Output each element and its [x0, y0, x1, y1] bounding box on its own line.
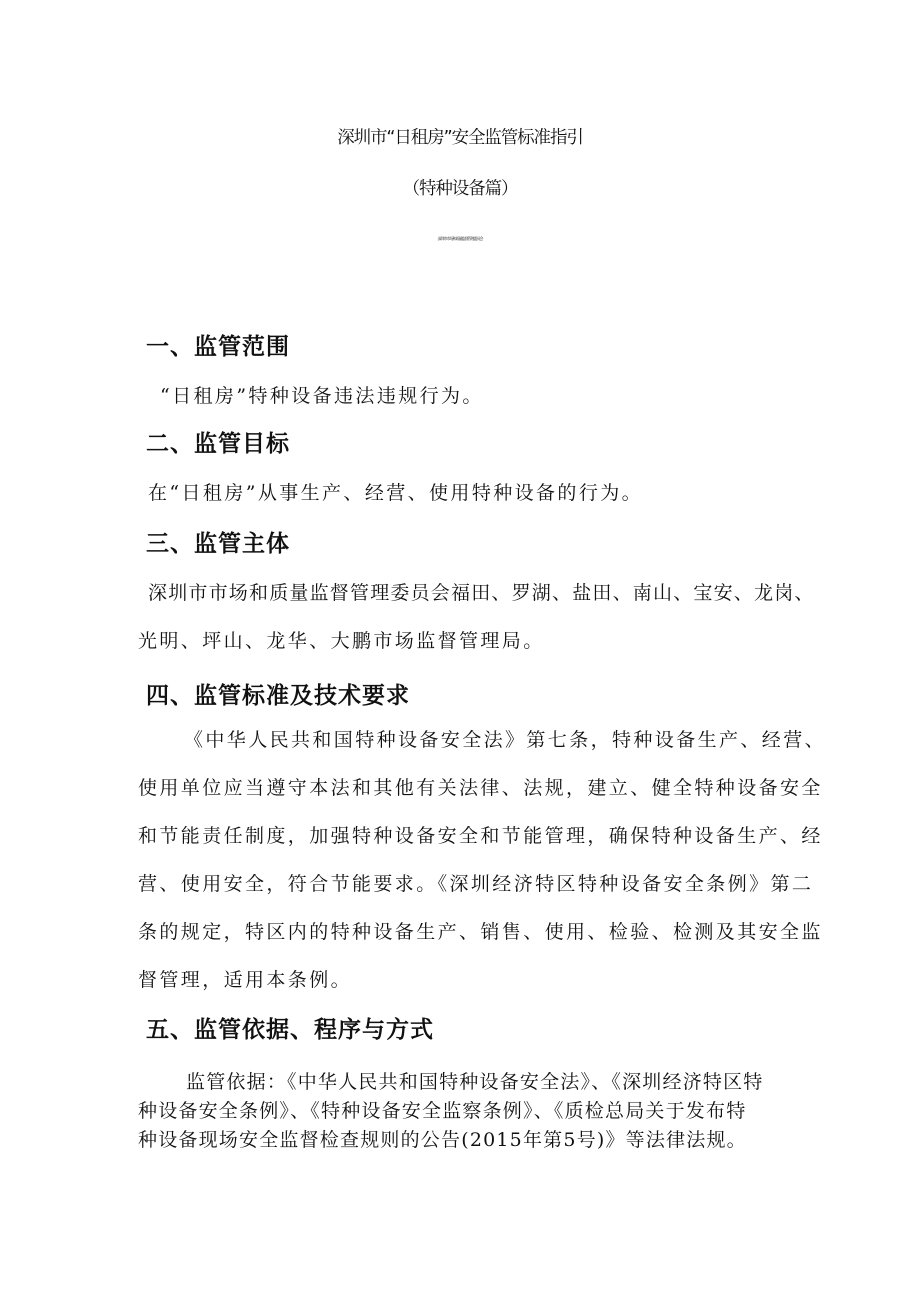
standards-text-line-5: 条的规定，特区内的特种设备生产、销售、使用、检验、检测及其安全监 [138, 921, 823, 943]
authority-text-line-2: 光明、坪山、龙华、大鹏市场监督管理局。 [138, 630, 545, 652]
basis-text-line-2: 种设备安全条例》、《特种设备安全监察条例》、《质检总局关于发布特 [138, 1100, 747, 1122]
standards-text-line-1: 《中华人民共和国特种设备安全法》第七条，特种设备生产、经营、 [184, 729, 827, 751]
section-heading-standards: 四、监管标准及技术要求 [146, 683, 410, 709]
document-title: 深圳市“日租房”安全监管标准指引 [337, 128, 583, 148]
section-heading-target: 二、监管目标 [146, 431, 290, 457]
authority-text-line-1: 深圳市市场和质量监督管理委员会福田、罗湖、盐田、南山、宝安、龙岗、 [148, 582, 815, 604]
section-heading-basis: 五、监管依据、程序与方式 [146, 1017, 434, 1043]
standards-text-line-6: 督管理，适用本条例。 [138, 969, 353, 991]
section-heading-scope: 一、监管范围 [146, 334, 290, 360]
target-text: 在“日租房”从事生产、经营、使用特种设备的行为。 [148, 482, 644, 504]
standards-text-line-3: 和节能责任制度，加强特种设备安全和节能管理，确保特种设备生产、经 [138, 825, 823, 847]
document-subtitle: （特种设备篇） [402, 179, 518, 199]
section-heading-authority: 三、监管主体 [146, 531, 290, 557]
basis-text-line-3: 种设备现场安全监督检查规则的公告(2015年第5号)》等法律法规。 [138, 1129, 747, 1151]
issuing-authority: 深圳市市场和质量监督管理委员会 [437, 236, 483, 241]
basis-text-line-1: 监管依据：《中华人民共和国特种设备安全法》、《深圳经济特区特 [186, 1071, 764, 1093]
scope-text: “日租房”特种设备违法违规行为。 [160, 385, 484, 407]
standards-text-line-4: 营、使用安全，符合节能要求。《深圳经济特区特种设备安全条例》第二 [138, 873, 814, 895]
standards-text-line-2: 使用单位应当遵守本法和其他有关法律、法规，建立、健全特种设备安全 [138, 777, 823, 799]
